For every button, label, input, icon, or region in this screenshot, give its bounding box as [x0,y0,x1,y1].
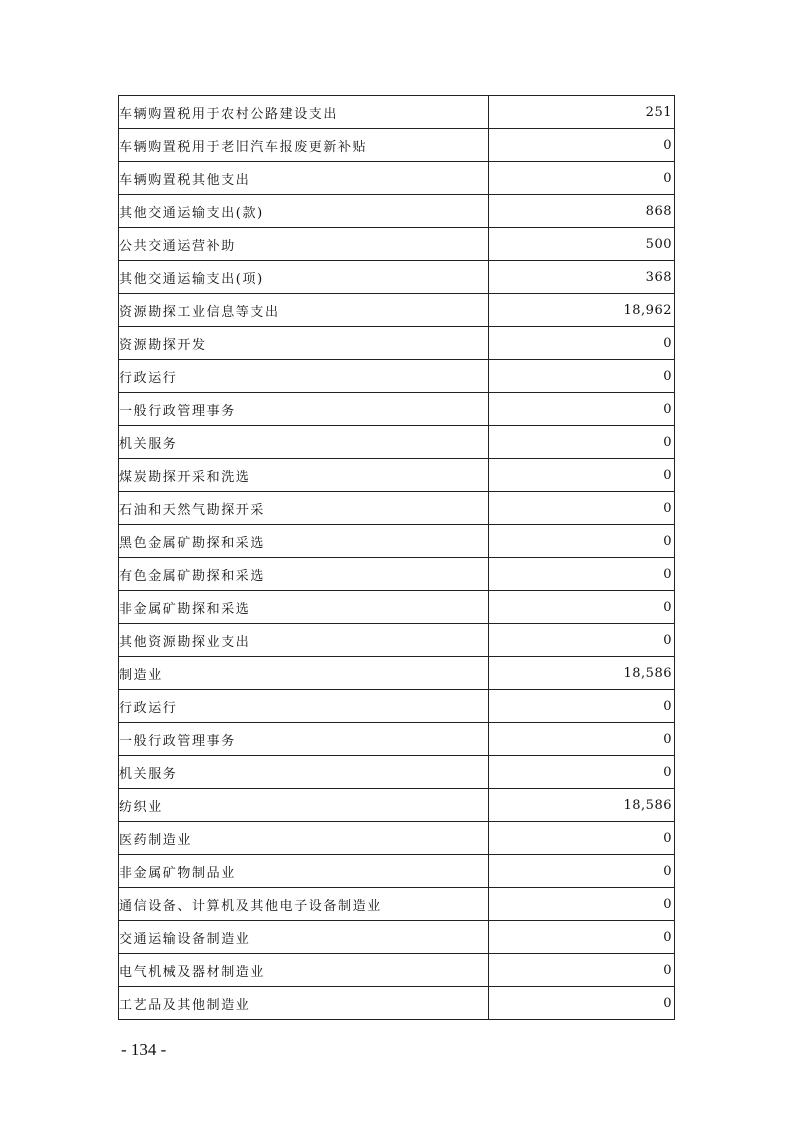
table-body [119,96,675,1020]
item-value-cell: 0 [489,525,675,558]
table-row [119,459,675,492]
item-name-cell: 黑色金属矿勘探和采选 [119,525,489,558]
table-row [119,162,675,195]
item-value-cell: 868 [489,195,675,228]
item-value-cell: 0 [489,723,675,756]
item-name-cell: 非金属矿物制品业 [119,855,489,888]
table-row [119,624,675,657]
item-value-cell: 0 [489,690,675,723]
item-name-cell: 其他资源勘探业支出 [119,624,489,657]
item-name-cell: 车辆购置税用于农村公路建设支出 [119,96,489,129]
item-value-cell: 0 [489,129,675,162]
table-row [119,558,675,591]
table-row [119,426,675,459]
item-value-cell: 368 [489,261,675,294]
table-row [119,195,675,228]
table-row [119,690,675,723]
table-row [119,261,675,294]
item-name-cell: 制造业 [119,657,489,690]
table-row [119,591,675,624]
item-value-cell: 0 [489,393,675,426]
item-name-cell: 工艺品及其他制造业 [119,987,489,1020]
table-row [119,855,675,888]
item-name-cell: 车辆购置税其他支出 [119,162,489,195]
item-name-cell: 石油和天然气勘探开采 [119,492,489,525]
item-name-cell: 一般行政管理事务 [119,393,489,426]
item-value-cell: 251 [489,96,675,129]
item-name-cell: 其他交通运输支出(项) [119,261,489,294]
item-name-cell: 交通运输设备制造业 [119,921,489,954]
table-row [119,888,675,921]
item-value-cell: 18,586 [489,789,675,822]
table-row [119,360,675,393]
item-value-cell: 0 [489,855,675,888]
table-row [119,228,675,261]
item-value-cell: 0 [489,822,675,855]
item-name-cell: 有色金属矿勘探和采选 [119,558,489,591]
item-name-cell: 纺织业 [119,789,489,822]
table-row [119,294,675,327]
item-value-cell: 0 [489,987,675,1020]
table-row [119,327,675,360]
item-value-cell: 0 [489,954,675,987]
table-row [119,129,675,162]
item-name-cell: 其他交通运输支出(款) [119,195,489,228]
item-value-cell: 0 [489,756,675,789]
item-name-cell: 资源勘探工业信息等支出 [119,294,489,327]
item-value-cell: 0 [489,558,675,591]
item-name-cell: 资源勘探开发 [119,327,489,360]
item-name-cell: 机关服务 [119,756,489,789]
item-value-cell: 18,586 [489,657,675,690]
item-name-cell: 行政运行 [119,690,489,723]
table-row [119,954,675,987]
table-row [119,96,675,129]
item-value-cell: 0 [489,162,675,195]
item-value-cell: 0 [489,492,675,525]
item-name-cell: 通信设备、计算机及其他电子设备制造业 [119,888,489,921]
table-row [119,393,675,426]
item-name-cell: 公共交通运营补助 [119,228,489,261]
item-name-cell: 医药制造业 [119,822,489,855]
table-row [119,525,675,558]
item-value-cell: 0 [489,459,675,492]
item-name-cell: 电气机械及器材制造业 [119,954,489,987]
item-value-cell: 18,962 [489,294,675,327]
item-name-cell: 一般行政管理事务 [119,723,489,756]
item-value-cell: 0 [489,327,675,360]
item-name-cell: 煤炭勘探开采和洗选 [119,459,489,492]
table-row [119,657,675,690]
expenditure-table [118,95,675,1020]
item-value-cell: 0 [489,624,675,657]
table-row [119,921,675,954]
table-row [119,789,675,822]
table-row [119,492,675,525]
table-row [119,756,675,789]
table-row [119,987,675,1020]
item-name-cell: 行政运行 [119,360,489,393]
item-name-cell: 非金属矿勘探和采选 [119,591,489,624]
page-number: - 134 - [121,1040,167,1059]
item-name-cell: 机关服务 [119,426,489,459]
item-value-cell: 0 [489,921,675,954]
table-row [119,723,675,756]
item-value-cell: 500 [489,228,675,261]
table-row [119,822,675,855]
item-value-cell: 0 [489,888,675,921]
item-name-cell: 车辆购置税用于老旧汽车报废更新补贴 [119,129,489,162]
item-value-cell: 0 [489,426,675,459]
item-value-cell: 0 [489,360,675,393]
item-value-cell: 0 [489,591,675,624]
